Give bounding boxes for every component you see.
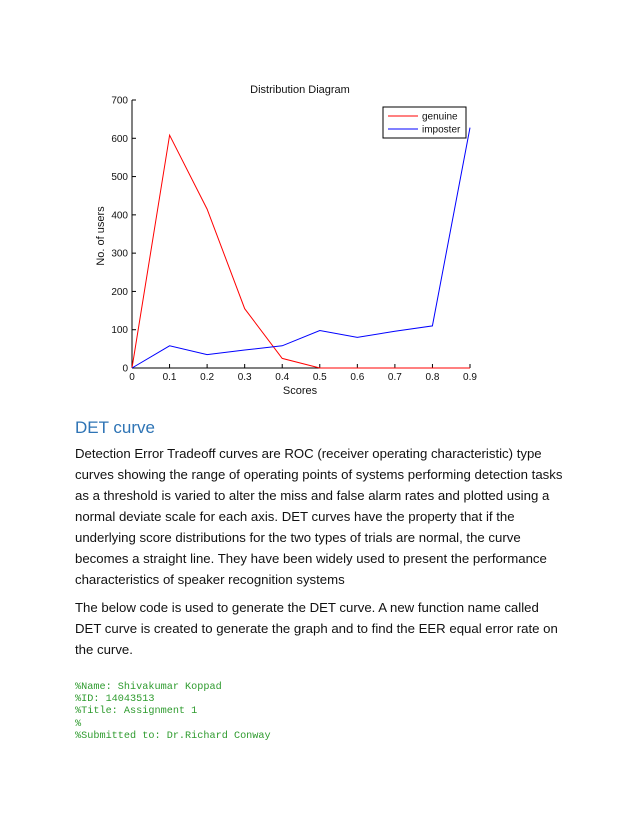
- code-block: [75, 682, 271, 743]
- code-line: %Submitted to: Dr.Richard Conway: [75, 730, 271, 742]
- legend-label: genuine: [422, 111, 458, 123]
- y-tick-label: 700: [111, 95, 128, 107]
- y-tick-label: 300: [111, 248, 128, 260]
- x-axis-label: Scores: [282, 385, 318, 397]
- chart-axes: [111, 96, 477, 384]
- y-tick-label: 100: [111, 325, 128, 337]
- y-tick-label: 500: [111, 172, 128, 184]
- x-tick-label: 0.5: [312, 372, 327, 383]
- chart-series: [132, 128, 470, 368]
- det-description-paragraph: Detection Error Tradeoff curves are ROC (receiver operating characteristic) type curves showing the range of operating points of systems performing detection tasks as a threshold is varied to alter the miss and false alarm rates and plotted using a normal deviate scale for each axis. DET curves have the property that if the underlying score distributions for the two types of trials are normal, the curve becomes a straight line. They have been widely used to present the performance characteristics of speaker recognition systems: [75, 446, 563, 587]
- chart-title: Distribution Diagram: [250, 84, 350, 96]
- y-tick-label: 200: [111, 286, 128, 298]
- x-tick-label: 0.2: [200, 372, 215, 383]
- x-tick-label: 0.1: [162, 372, 177, 383]
- series-line-genuine: [132, 135, 470, 368]
- distribution-chart: [0, 0, 638, 410]
- legend-label: imposter: [422, 124, 461, 136]
- y-tick-label: 600: [111, 133, 128, 145]
- y-axis-label: No. of users: [95, 206, 107, 266]
- code-line: %ID: 14043513: [75, 694, 155, 706]
- code-line: %Title: Assignment 1: [75, 706, 198, 718]
- y-tick-label: 400: [111, 210, 128, 222]
- x-tick-label: 0.9: [463, 372, 477, 383]
- code-line: %Name: Shivakumar Koppad: [75, 682, 222, 693]
- x-tick-label: 0: [129, 372, 135, 383]
- x-tick-label: 0.7: [387, 372, 402, 383]
- x-tick-label: 0.6: [350, 372, 365, 383]
- code-intro-paragraph: The below code is used to generate the DET curve. A new function name called DET curve is created to generate the graph and to find the EER equal error rate on the curve.: [75, 600, 558, 657]
- section-heading: DET curve: [75, 418, 155, 437]
- x-tick-label: 0.4: [275, 372, 290, 383]
- x-tick-label: 0.8: [425, 372, 440, 383]
- y-tick-label: 0: [122, 363, 128, 375]
- code-line: %: [75, 718, 82, 730]
- series-line-imposter: [132, 128, 470, 368]
- chart-legend: [383, 107, 466, 138]
- x-tick-label: 0.3: [237, 372, 252, 383]
